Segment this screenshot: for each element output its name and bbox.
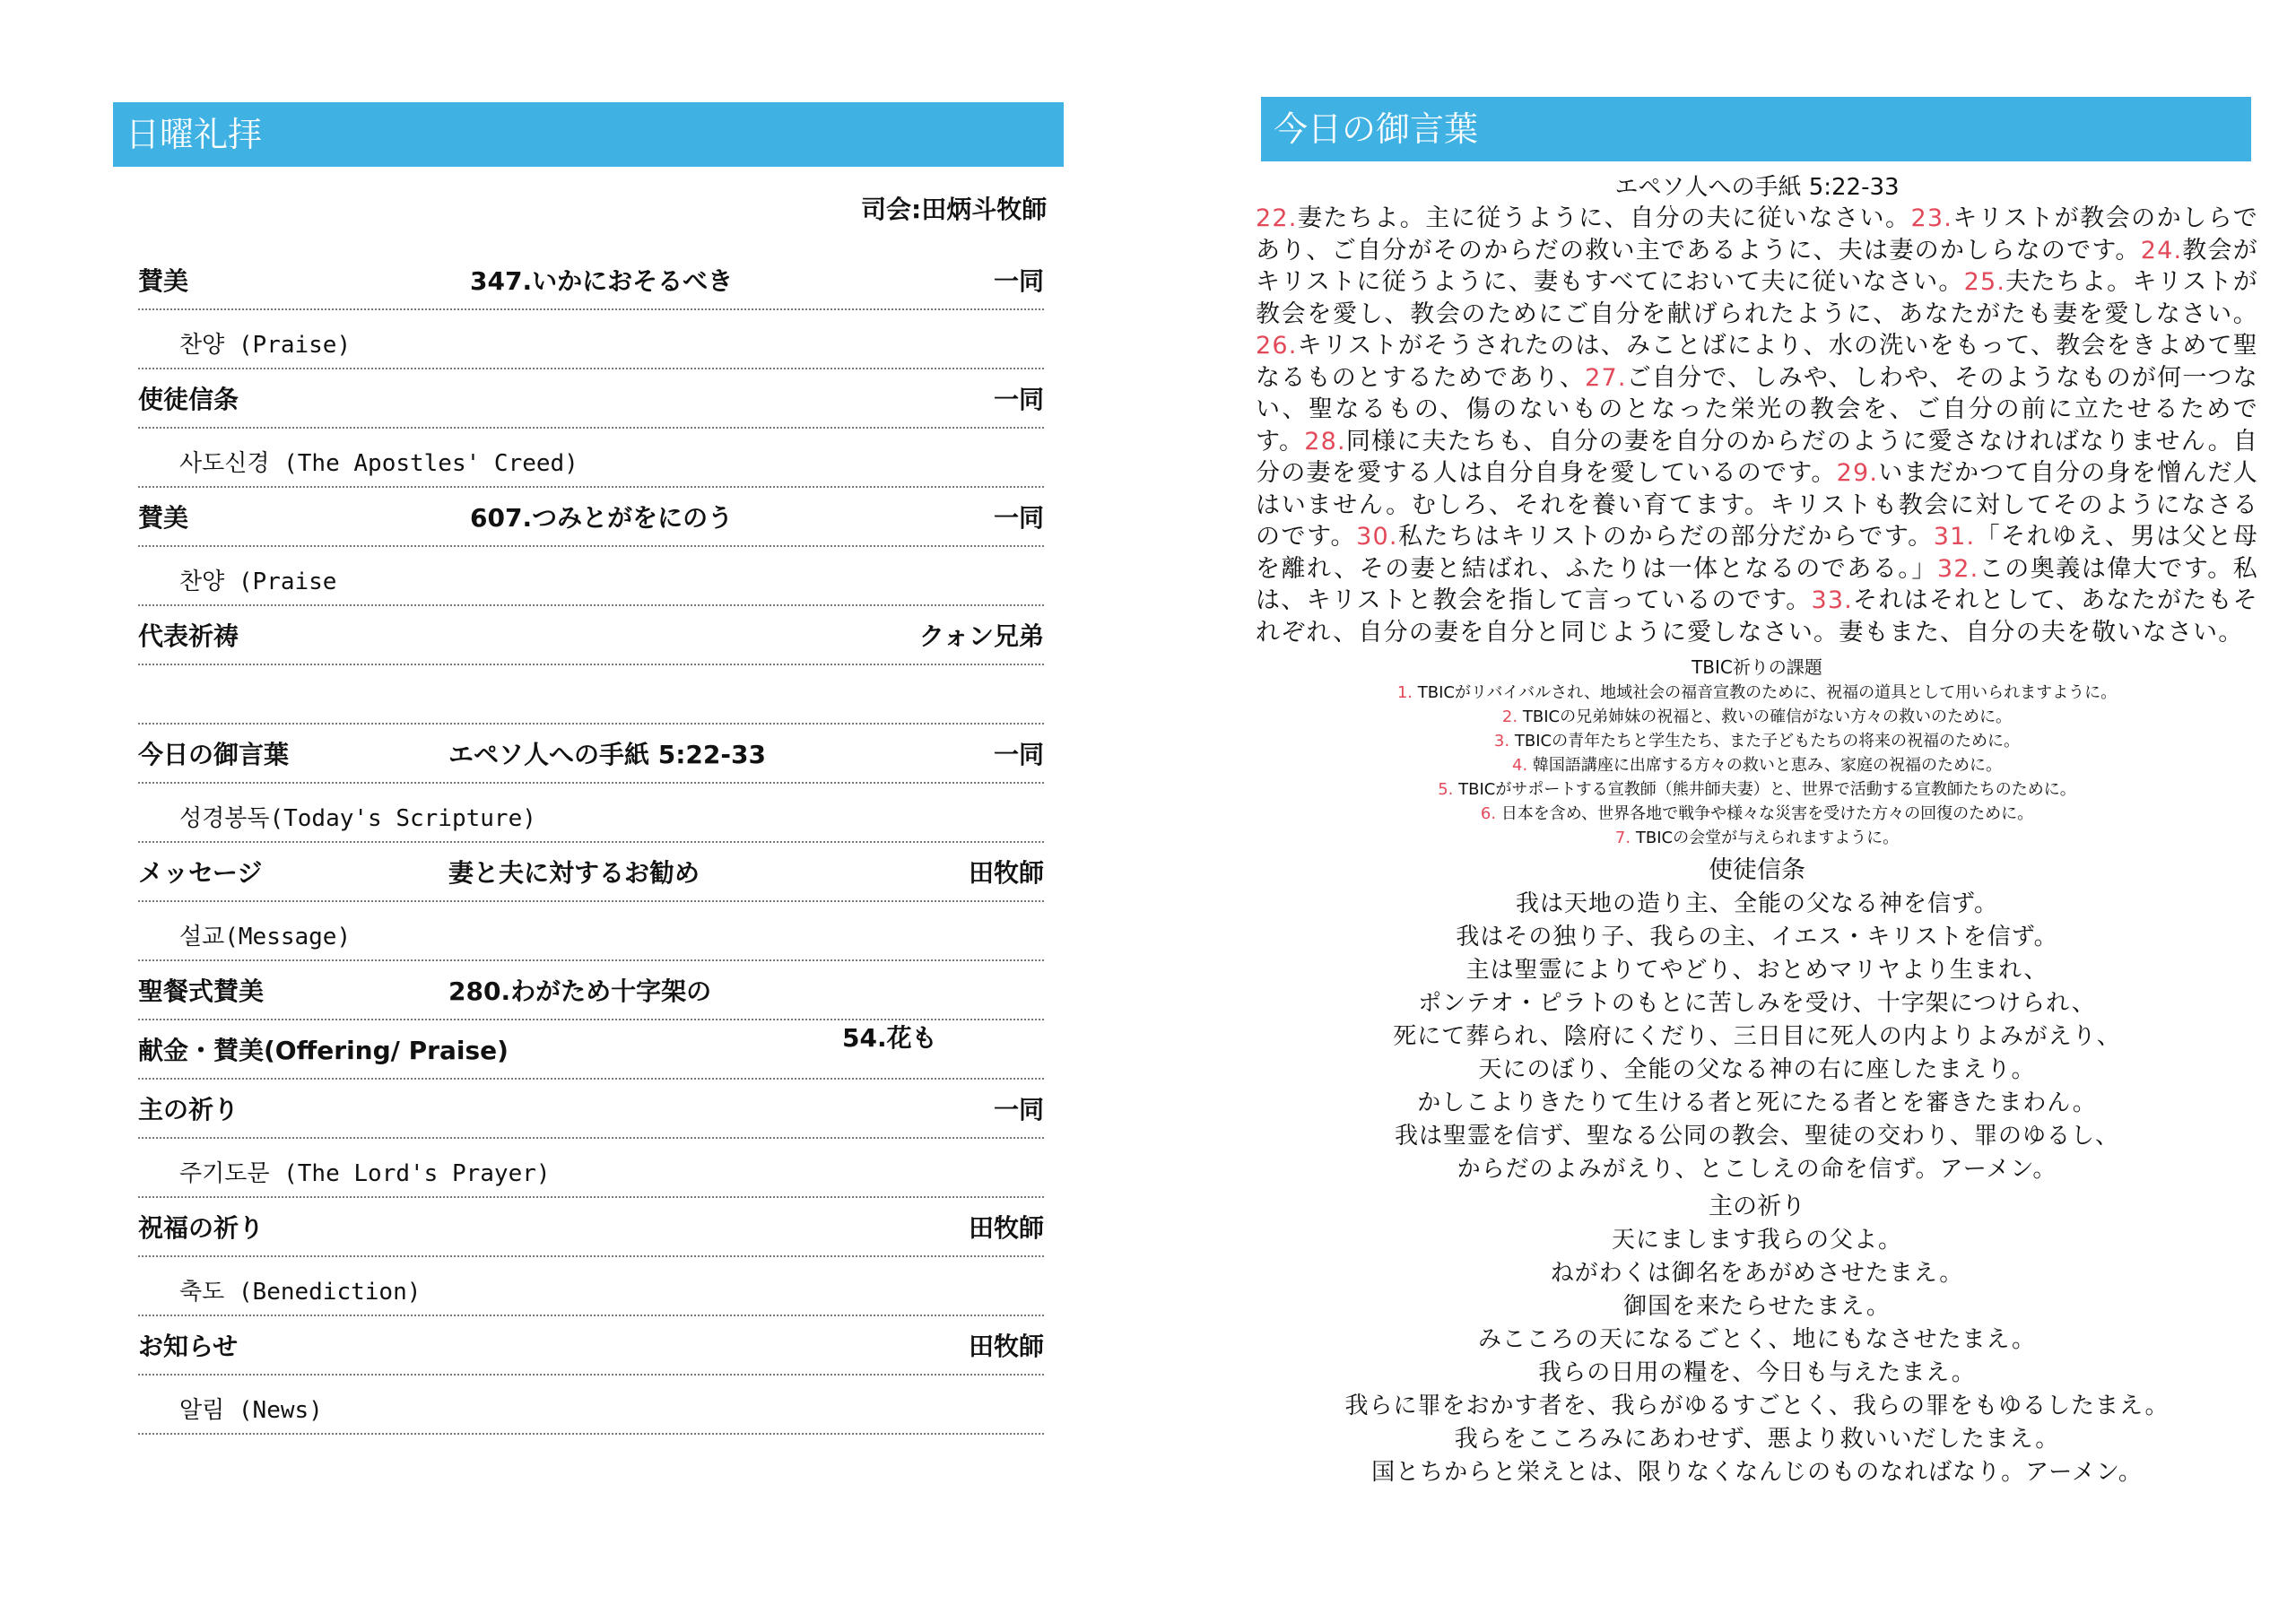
program-item: 祝福の祈り <box>138 1213 265 1243</box>
prayer-request-item <box>1256 777 2258 802</box>
program-row <box>138 1020 1044 1080</box>
creed-line: 我は聖霊を信ず、聖なる公同の教会、聖徒の交わり、罪のゆるし、 <box>1395 1123 2119 1150</box>
program-item: 찬양 (Praise) <box>179 332 352 359</box>
verse-body: 夫たちよ。キリストが教会を愛し、教会のためにご自分を献げられたように、あなたがたも妻を愛しなさい。 <box>1256 268 2258 328</box>
verse-number: 29. <box>1836 459 1879 487</box>
program-item: 주기도문 (The Lord's Prayer) <box>179 1160 551 1187</box>
verse-body: この奥義は偉大です。私は、キリストと教会を指して言っているのです。 <box>1256 554 2258 614</box>
lords-prayer-line: ねがわくは御名をあがめさせたまえ。 <box>1550 1260 1964 1287</box>
program-detail: 607.つみとがをにのう <box>470 503 734 533</box>
sunday-worship-header: 日曜礼拝 <box>113 102 1064 167</box>
program-row <box>138 488 1044 547</box>
verse-number: 31. <box>1933 523 1976 551</box>
creed-line: 我はその独り子、我らの主、イエス・キリストを信ず。 <box>1456 924 2058 950</box>
program-item: 축도 (Benediction) <box>179 1279 422 1306</box>
program-row <box>138 1139 1044 1198</box>
prayer-text: TBICがサポートする宣教師（熊井師夫妻）と、世界で活動する宣教師たちのために。 <box>1458 780 2076 799</box>
prayer-text: TBICの兄弟姉妹の祝福と、救いの確信がない方々の救いのために。 <box>1522 707 2013 726</box>
program-row <box>138 606 1044 665</box>
prayer-request-item <box>1256 753 2258 777</box>
program-detail: エペソ人への手紙 5:22-33 <box>448 740 766 769</box>
verse-body: キリストが教会のかしらであり、ご自分がそのからだの救い主であるように、夫は妻のかしらなのです。 <box>1256 204 2258 265</box>
prayer-number: 5. <box>1438 780 1454 799</box>
verse-body: 教会がキリストに従うように、妻もすべてにおいて夫に従いなさい。 <box>1256 236 2258 296</box>
prayer-request-item <box>1256 802 2258 826</box>
program-row <box>138 429 1044 488</box>
creed-line: 我は天地の造り主、全能の父なる神を信ず。 <box>1516 890 1998 917</box>
program-leader: 一同 <box>993 740 1044 769</box>
program-leader: 一同 <box>993 1095 1044 1124</box>
program-leader: クォン兄弟 <box>918 621 1044 651</box>
prayer-number: 6. <box>1480 804 1497 823</box>
verse-number: 28. <box>1304 427 1346 456</box>
verse-body: それはそれとして、あなたがたもそれぞれ、自分の妻を自分と同じように愛しなさい。妻もまた、自分の夫を敬いなさい。 <box>1256 586 2258 647</box>
verse-body: 妻たちよ。主に従うように、自分の夫に従いなさい。 <box>1297 204 1911 232</box>
program-row <box>138 843 1044 902</box>
program-leader: 一同 <box>993 503 1044 533</box>
program-leader: 田牧師 <box>968 1332 1044 1361</box>
prayer-text: 日本を含め、世界各地で戦争や様々な災害を受けた方々の回復のために。 <box>1500 804 2034 823</box>
verse-body: 「それゆえ、男は父と母を離れ、その妻と結ばれ、ふたりは一体となるのである。」 <box>1256 523 2259 583</box>
program-row <box>138 961 1044 1020</box>
verse-body: 私たちはキリストのからだの部分だからです。 <box>1397 523 1934 551</box>
creed-line: 主は聖霊によりてやどり、おとめマリヤより生まれ、 <box>1465 957 2048 984</box>
lords-prayer-line: 我らをこころみにあわせず、悪より救いいだしたまえ。 <box>1454 1426 2060 1453</box>
program-detail: 280.わがため十字架の <box>448 976 712 1006</box>
verse-body: ご自分で、しみや、しわや、そのようなものが何一つない、聖なるもの、傷のないものとなった栄光の教会を、ご自分の前に立たせるためです。 <box>1256 363 2258 456</box>
program-leader: 田牧師 <box>968 1213 1044 1243</box>
lords-prayer-text <box>1256 1224 2258 1489</box>
creed-line: からだのよみがえり、とこしえの命を信ず。アーメン。 <box>1457 1156 2057 1183</box>
verse-number: 32. <box>1936 554 1979 583</box>
program-leader: 一同 <box>993 266 1044 296</box>
creed-line: 天にのぼり、全能の父なる神の右に座したまえり。 <box>1478 1056 2036 1083</box>
prayer-number: 3. <box>1493 732 1510 751</box>
program-item: 献金・賛美(Offering/ Praise) <box>138 1036 509 1065</box>
verse-body: いまだかつて自分の身を憎んだ人はいません。むしろ、それを養い育てます。キリストも教会に対してそのようになさるのです。 <box>1256 459 2258 551</box>
program-item: 賛美 <box>138 503 189 533</box>
program-row <box>138 1257 1044 1316</box>
program-row <box>138 547 1044 606</box>
program-item: 主の祈り <box>138 1095 239 1124</box>
program-row <box>138 310 1044 369</box>
program-detail: 347.いかにおそるべき <box>470 266 734 296</box>
program-row <box>138 784 1044 843</box>
lords-prayer-line: 我らに罪をおかす者を、我らがゆるすごとく、我らの罪をもゆるしたまえ。 <box>1344 1393 2170 1419</box>
verse-number: 26. <box>1256 332 1298 360</box>
prayer-number: 2. <box>1501 707 1518 726</box>
verse-body: 同様に夫たちも、自分の妻を自分のからだのように愛さなければなりません。自分の妻を愛する人は自分自身を愛しているのです。 <box>1256 427 2258 487</box>
prayer-request-item <box>1256 681 2258 705</box>
program-item: 使徒信条 <box>138 385 239 414</box>
right-page <box>1148 0 2296 1623</box>
todays-scripture-header: 今日の御言葉 <box>1261 97 2251 161</box>
program-item: 今日の御言葉 <box>138 740 290 769</box>
lords-prayer-title: 主の祈り <box>1709 1193 1805 1220</box>
program-row <box>138 725 1044 784</box>
worship-program <box>138 251 1044 1435</box>
program-row <box>138 1198 1044 1257</box>
prayer-number: 1. <box>1396 683 1413 702</box>
program-item: メッセージ <box>138 858 263 888</box>
verse-number: 33. <box>1811 586 1854 614</box>
prayer-text: TBICの会堂が与えられますように。 <box>1635 829 1900 847</box>
prayer-text: TBICがリバイバルされ、地域社会の福音宣教のために、祝福の道具として用いられますように。 <box>1417 683 2118 702</box>
lords-prayer-line: 御国を来たらせたまえ。 <box>1623 1293 1891 1320</box>
prayer-number: 4. <box>1512 756 1528 775</box>
prayer-requests-title: TBIC祈りの課題 <box>1692 656 1822 678</box>
apostles-creed-title: 使徒信条 <box>1709 856 1805 884</box>
verse-number: 24. <box>2140 236 2183 265</box>
scripture-reference: エペソ人への手紙 5:22-33 <box>1614 174 1900 201</box>
prayer-request-item <box>1256 826 2258 850</box>
creed-line: 死にて葬られ、陰府にくだり、三日目に死人の内よりよみがえり、 <box>1393 1023 2121 1050</box>
apostles-creed-text <box>1256 888 2258 1186</box>
program-item: 찬양 (Praise <box>179 568 337 595</box>
program-detail: 54.花も <box>842 1023 937 1053</box>
creed-line: ポンテオ・ピラトのもとに苦しみを受け、十字架につけられ、 <box>1418 990 2096 1017</box>
scripture-block <box>1256 172 2258 1489</box>
host-label: 司会:田炳斗牧師 <box>861 195 1048 224</box>
program-row <box>138 369 1044 429</box>
creed-line: かしこよりきたりて生ける者と死にたる者とを審きたまわん。 <box>1417 1089 2097 1116</box>
prayer-text: TBICの青年たちと学生たち、また子どもたちの将来の祝福のために。 <box>1514 732 2021 751</box>
program-row <box>138 1376 1044 1435</box>
prayer-request-item <box>1256 705 2258 729</box>
program-detail: 妻と夫に対するお勧め <box>448 858 700 888</box>
program-leader: 一同 <box>993 385 1044 414</box>
program-item: 사도신경 (The Apostles' Creed) <box>179 450 578 477</box>
program-item: 代表祈祷 <box>138 621 239 651</box>
prayer-requests-list <box>1256 681 2258 850</box>
program-row <box>138 1316 1044 1376</box>
prayer-text: 韓国語講座に出席する方々の救いと恵み、家庭の祝福のために。 <box>1532 756 2002 775</box>
program-row <box>138 1080 1044 1139</box>
verse-number: 22. <box>1256 204 1298 232</box>
lords-prayer-line: みこころの天になるごとく、地にもなさせたまえ。 <box>1477 1326 2037 1353</box>
verse-text <box>1256 203 2258 648</box>
program-item: 알림 (News) <box>179 1397 323 1424</box>
program-row <box>138 902 1044 961</box>
program-item: お知らせ <box>138 1332 239 1361</box>
verse-number: 25. <box>1963 268 2006 296</box>
prayer-number: 7. <box>1614 829 1631 847</box>
program-row <box>138 665 1044 725</box>
program-row <box>138 251 1044 310</box>
verse-body: キリストがそうされたのは、みことばにより、水の洗いをもって、教会をきよめて聖なるものとするためであり、 <box>1256 332 2258 392</box>
verse-number: 27. <box>1585 363 1627 392</box>
lords-prayer-line: 天にまします我らの父よ。 <box>1611 1227 1902 1254</box>
program-item: 賛美 <box>138 266 189 296</box>
verse-number: 23. <box>1910 204 1952 232</box>
verse-number: 30. <box>1356 523 1398 551</box>
program-item: 성경봉독(Today's Scripture) <box>179 805 536 832</box>
program-leader: 田牧師 <box>968 858 1044 888</box>
lords-prayer-line: 我らの日用の糧を、今日も与えたまえ。 <box>1538 1359 1976 1386</box>
prayer-request-item <box>1256 729 2258 753</box>
program-item: 聖餐式賛美 <box>138 976 265 1006</box>
lords-prayer-line: 国とちからと栄えとは、限りなくなんじのものなればなり。アーメン。 <box>1371 1459 2143 1486</box>
program-item: 설교(Message) <box>179 924 352 950</box>
